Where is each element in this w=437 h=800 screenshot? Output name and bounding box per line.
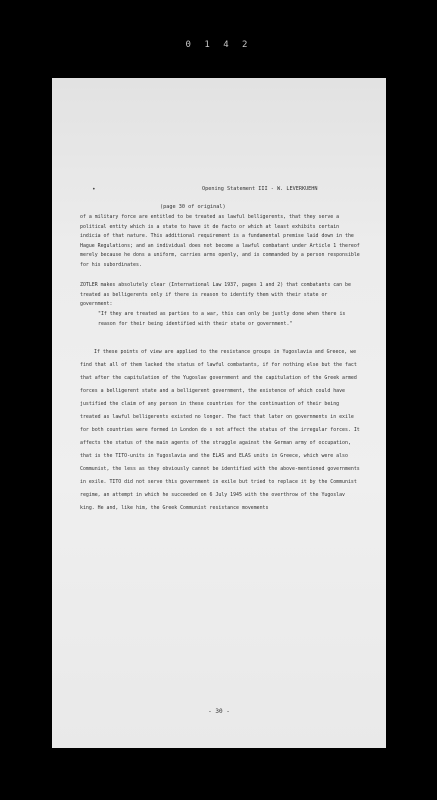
- original-page-reference: (page 30 of original): [160, 204, 226, 210]
- document-page: [52, 78, 386, 748]
- margin-mark: •: [92, 186, 96, 193]
- block-quote: "If they are treated as parties to a war, this can only be justly done when there is reason for their being identified with their state or government.": [98, 311, 346, 327]
- microfilm-frame-number: 0 1 4 2: [185, 40, 252, 50]
- page-number: - 30 -: [208, 708, 230, 715]
- paragraph-resistance-groups: If these points of view are applied to the resistance groups in Yugoslavia and Greece, we find that all of them lacked the status of lawful combatants, if for nothing else but the fact that after the capitulation of the Yugoslav government and the capitulation of the Greek armed forces a belligerent state and a belligerent government, the existence of which could have justified the claim of any person in these countries for the continuation of their being treated as lawful belligerents existed no longer. The fact that later on governments in exile for both countries were formed in London do s not affect the status of the irregular forces. It affects the status of the main agents of the struggle against the German army of occupation, that is the TITO-units in Yugoslavia and the ELAS and ELAS units in Greece, which were also Communist, the less as they obviously cannot be identified with the above-mentioned governments in exile. TITO did not serve this government in exile but tried to replace it by the Communist regime, an attempt in which he succeeded on 6 July 1945 with the overthrow of the Yugoslav king. He and, like him, the Greek Communist resistance movements: [80, 349, 360, 511]
- paragraph-lawful-belligerents: of a military force are entitled to be treated as lawful belligerents, that they serve a political entity which is a state to have it de facto or which at least exhibits certain indicia of that nature. This additional requirement is a fundamental premise laid down in the Hague Regulations; and an individual does not become a lawful combatant under Article 1 thereof merely because he dons a uniform, carries arms openly, and is commanded by a person responsible for his subordinates.: [80, 214, 360, 268]
- document-header: Opening Statement III - W. LEVERKUEHN: [202, 186, 318, 192]
- paragraph-zotler: ZOTLER makes absolutely clear (International Law 1937, pages 1 and 2) that combatants can be treated as belligerents only if there is reason to identify them with their state or government:: [80, 282, 351, 308]
